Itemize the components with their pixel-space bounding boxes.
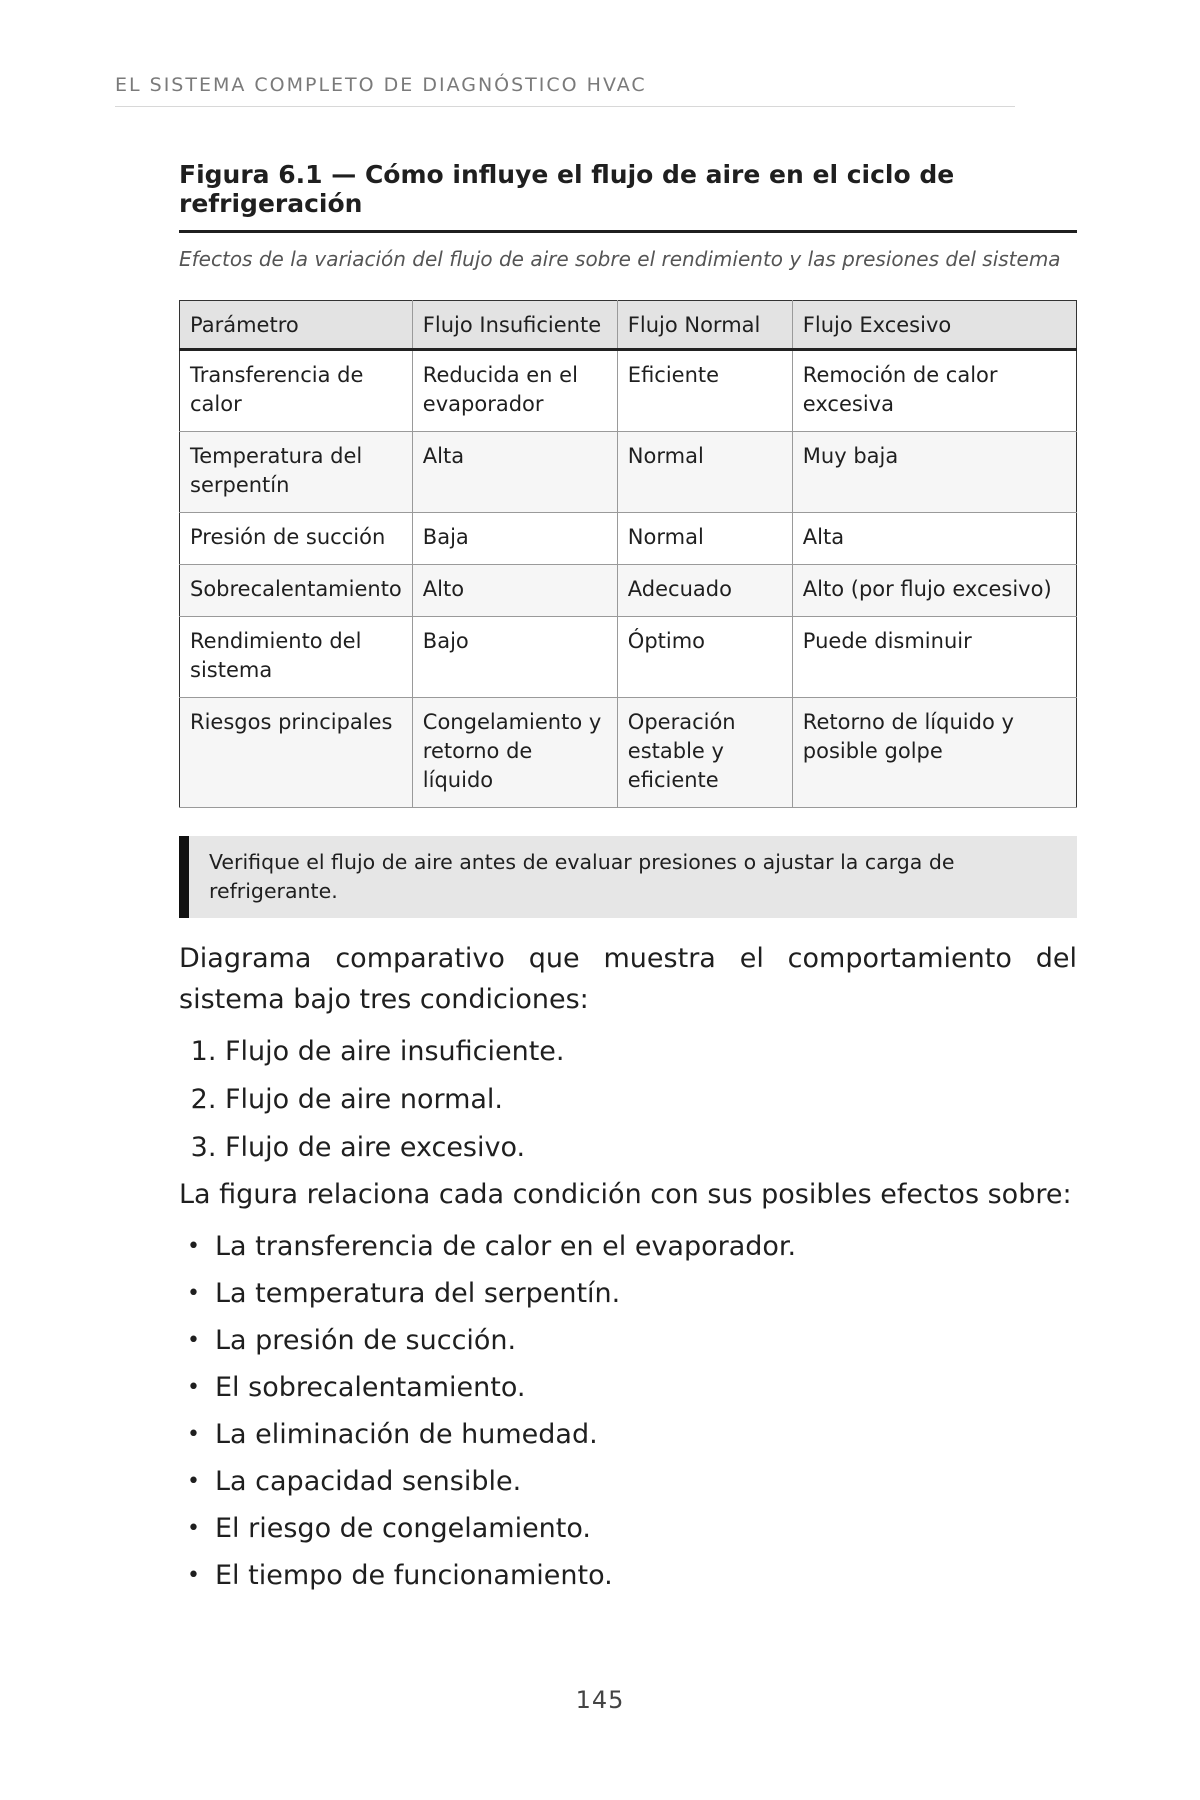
table-cell: Puede disminuir (792, 617, 1076, 698)
table-row (180, 432, 1077, 513)
running-header: EL SISTEMA COMPLETO DE DIAGNÓSTICO HVAC (115, 74, 1015, 107)
relation-paragraph: La figura relaciona cada condición con sus posibles efectos sobre: (179, 1179, 1072, 1210)
table-cell: Rendimiento del sistema (180, 617, 413, 698)
list-item: 1. Flujo de aire insuficiente. (225, 1028, 1077, 1076)
list-item: • La presión de succión. (179, 1317, 1077, 1364)
table-row (180, 698, 1077, 808)
table-cell: Congelamiento y retorno de líquido (412, 698, 617, 808)
list-item: • El sobrecalentamiento. (179, 1364, 1077, 1411)
page-content (179, 160, 1077, 1599)
table-cell: Retorno de líquido y posible golpe (792, 698, 1076, 808)
table-cell: Remoción de calor excesiva (792, 350, 1076, 432)
list-item: • El tiempo de funcionamiento. (179, 1552, 1077, 1599)
table-cell: Alta (792, 513, 1076, 565)
table-cell: Presión de succión (180, 513, 413, 565)
table-row (180, 565, 1077, 617)
airflow-effects-table (179, 300, 1077, 808)
list-item: • La eliminación de humedad. (179, 1411, 1077, 1458)
list-item: • El riesgo de congelamiento. (179, 1505, 1077, 1552)
list-item: • La capacidad sensible. (179, 1458, 1077, 1505)
table-row (180, 513, 1077, 565)
table-cell: Temperatura del serpentín (180, 432, 413, 513)
conditions-list (179, 1028, 1077, 1172)
table-row (180, 350, 1077, 432)
list-item: 3. Flujo de aire excesivo. (225, 1124, 1077, 1172)
page-number: 145 (575, 1686, 625, 1714)
column-header: Flujo Insuficiente (412, 301, 617, 350)
effects-list (179, 1223, 1077, 1599)
table-header-row (180, 301, 1077, 350)
table-cell: Reducida en el evaporador (412, 350, 617, 432)
table-cell: Eficiente (617, 350, 792, 432)
table-cell: Transferencia de calor (180, 350, 413, 432)
table-cell: Muy baja (792, 432, 1076, 513)
table-cell: Normal (617, 432, 792, 513)
table-cell: Alto (por flujo excesivo) (792, 565, 1076, 617)
column-header: Flujo Normal (617, 301, 792, 350)
column-header: Parámetro (180, 301, 413, 350)
list-item: • La temperatura del serpentín. (179, 1270, 1077, 1317)
table-cell: Óptimo (617, 617, 792, 698)
intro-paragraph: Diagrama comparativo que muestra el comportamiento del sistema bajo tres condiciones: (179, 943, 1077, 1015)
list-item: 2. Flujo de aire normal. (225, 1076, 1077, 1124)
table-cell: Alta (412, 432, 617, 513)
table-cell: Adecuado (617, 565, 792, 617)
column-header: Flujo Excesivo (792, 301, 1076, 350)
table-cell: Sobrecalentamiento (180, 565, 413, 617)
table-cell: Riesgos principales (180, 698, 413, 808)
table-row (180, 617, 1077, 698)
table-cell: Alto (412, 565, 617, 617)
table-cell: Bajo (412, 617, 617, 698)
figure-title: Figura 6.1 — Cómo influye el flujo de aire en el ciclo de refrigeración (179, 160, 1077, 233)
callout-note: Verifique el flujo de aire antes de evaluar presiones o ajustar la carga de refrigerante. (179, 836, 1077, 918)
figure-subtitle: Efectos de la variación del flujo de aire sobre el rendimiento y las presiones del sistema (179, 247, 1061, 271)
list-item: • La transferencia de calor en el evaporador. (179, 1223, 1077, 1270)
table-cell: Normal (617, 513, 792, 565)
table-cell: Baja (412, 513, 617, 565)
table-cell: Operación estable y eficiente (617, 698, 792, 808)
